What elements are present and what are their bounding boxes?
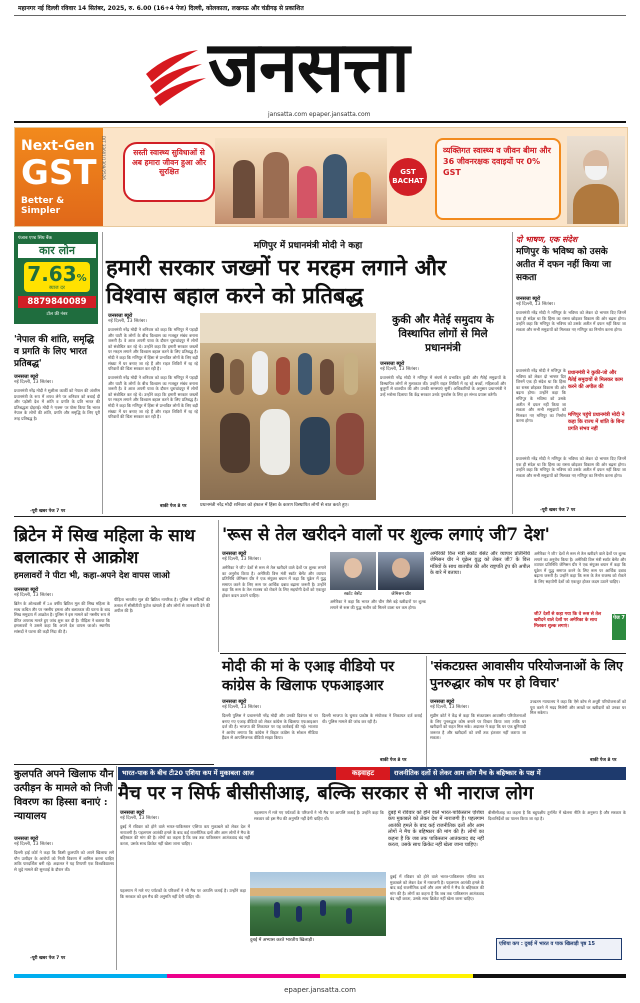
- gst-sub: Better & Simpler: [21, 196, 65, 216]
- lead-dateline: नई दिल्ली, 13 सितंबर।: [108, 319, 147, 324]
- gst-slogan-box: [123, 142, 215, 202]
- lead-side-headline[interactable]: कुकी और मैतेई समुदाय के विस्थापित लोगों से मिले प्रधानमंत्री: [392, 314, 494, 354]
- kulpati-headline[interactable]: कुलपति अपने खिलाफ यौन उत्पीड़न के मामले को निजी विवरण का हिस्सा बनाएं : न्यायालय: [14, 769, 114, 822]
- nepal-more[interactable]: -पूरी खबर पेज 7 पर: [30, 509, 66, 514]
- gst-offer-box: [435, 138, 561, 220]
- housing-headline[interactable]: 'संकटग्रस्त आवासीय परियोजनाओं के लिए पुनरुद्धार कोष पर हो विचार': [430, 658, 623, 690]
- housing-byline: जनसत्ता ब्यूरो: [430, 699, 455, 705]
- modi-ai-body: दिल्ली पुलिस ने प्रधानमंत्री नरेंद्र मोदी और उनकी दिवंगत मां पर बनाए गए एआइ वीडियो को लेकर कांग्रेस के खिलाफ एफआइआर दर्ज की है। भाजपा की शिकायत पर यह कार्रवाई की गई। भाजपा ने आरोप लगाया कि कांग्रेस ने बिहार कांग्रेस के सोशल मीडिया हैंडल से आपत्तिजनक वीडियो साझा किया।: [222, 713, 318, 741]
- loan-rate-label: ब्याज दर: [49, 285, 65, 291]
- russia-headline[interactable]: 'रूस से तेल खरीदने वालों पर शुल्क लगाएं जी7 देश': [222, 525, 550, 545]
- kulpati-dateline: नई दिल्ली, 13 सितंबर।: [14, 842, 53, 847]
- modi-ai-headline[interactable]: मोदी की मां के एआइ वीडियो पर कांग्रेस के खिलाफ एफआइआर: [222, 658, 395, 694]
- lead-side-dateline: नई दिल्ली, 13 सितंबर।: [380, 367, 419, 372]
- kulpati-body: दिल्ली हाई कोर्ट ने कहा कि किसी कुलपति को अपने खिलाफ लगे यौन उत्पीड़न के आरोपों को निजी विवरण में शामिल करना चाहिए ताकि पारदर्शिता बनी रहे। अदालत ने यह टिप्पणी एक विश्वविद्यालय से जुड़े मामले की सुनवाई के दौरान की।: [14, 850, 114, 872]
- right-quote-2: मणिपुर पहुंचे प्रधानमंत्री मोदी ने कहा कि राज्य में शांति के बिना प्रगति संभव नहीं: [568, 412, 625, 432]
- cricket-bar-left[interactable]: भारत-पाक के बीच टी20 एशिया कप में मुकाबला आज: [122, 769, 254, 777]
- masthead-logo[interactable]: [140, 22, 500, 112]
- pm-portrait: [567, 136, 625, 224]
- right-dateline: नई दिल्ली, 13 सितंबर।: [516, 302, 555, 307]
- match-dateline: नई दिल्ली, 13 सितंबर।: [120, 816, 159, 821]
- russia-boxnote: जी7 देशों से कहा गया कि वे रूस से तेल खरीदने वाले देशों पर अमेरिका के साथ मिलकर शुल्क लगाएं।: [534, 612, 602, 629]
- right-quote-1: प्रधानमंत्री ने कुकी-जो और मैतेई समुदायों से मिलकर काम करने की अपील की: [568, 370, 623, 390]
- footer-color-bar: [14, 974, 626, 978]
- masthead-title: जनसत्ता: [208, 26, 409, 108]
- match-box[interactable]: एशिया कप : दुबई में भारत व पाक खिलाड़ी पृष्ठ 15: [496, 938, 622, 960]
- housing-body: सुप्रीम कोर्ट ने केंद्र से कहा कि संकटग्रस्त आवासीय परियोजनाओं के लिए पुनरुद्धार कोष बनाने पर विचार किया जाए ताकि घर खरीदारों को राहत मिल सके। अदालत ने कहा कि घर एक बुनियादी जरूरत है और खरीदारों को वर्षों तक इंतजार नहीं कराया जा सकता।: [430, 713, 526, 741]
- nepal-dateline: नई दिल्ली, 13 सितंबर।: [14, 380, 53, 385]
- lead-side-body: प्रधानमंत्री नरेंद्र मोदी ने मणिपुर में संघर्ष से प्रभावित कुकी और मैतेई समुदायों के विस्थापित लोगों से मुलाकात की। उन्होंने राहत शिविरों में रह रहे बच्चों, महिलाओं और बुजुर्गों से बातचीत की और उनकी समस्याएं सुनीं। अधिकारियों के अनुसार प्रधानमंत्री ने उन्हें भरोसा दिलाया कि केंद्र सरकार उनके पुनर्वास के लिए हर संभव प्रयास करेगी।: [380, 375, 506, 397]
- russia-byline: जनसत्ता ब्यूरो: [222, 551, 247, 557]
- match-photo-caption: दुबई में अभ्यास करते भारतीय खिलाड़ी।: [250, 938, 314, 943]
- loan-rate: 7.63: [27, 262, 77, 286]
- russia-page-badge[interactable]: पेज 7: [612, 614, 626, 640]
- right-kicker: दो भाषण, एक संदेश: [516, 234, 578, 244]
- car-loan-ad[interactable]: [14, 232, 98, 324]
- match-body: दुबई में रविवार को होने वाले भारत-पाकिस्तान एशिया कप मुकाबले को लेकर देश में नाराजगी है। पहलगाम आतंकी हमले के बाद कई राजनीतिक दलों और आम लोगों ने मैच के बहिष्कार की मांग की है। लोगों का कहना है कि जब तक पाकिस्तान आतंकवाद बंद नहीं करता, उसके साथ क्रिकेट नहीं खेला जाना चाहिए।: [120, 824, 250, 846]
- kulpati-more[interactable]: -पूरी खबर पेज 7 पर: [30, 956, 66, 961]
- kulpati-byline: जनसत्ता ब्यूरो: [14, 836, 39, 842]
- match-headline[interactable]: मैच पर न सिर्फ बीसीसीआइ, बल्कि सरकार से भी नाराज लोग: [118, 783, 534, 804]
- housing-dateline: नई दिल्ली, 13 सितंबर।: [430, 705, 469, 710]
- right-body-2: प्रधानमंत्री नरेंद्र मोदी ने मणिपुर के भविष्य को लेकर दो भाषण दिए जिनमें एक ही संदेश था कि हिंसा का रास्ता छोड़कर विकास की ओर बढ़ना होगा। उन्होंने कहा कि मणिपुर के भविष्य को उसके अतीत में दफन नहीं किया जा सकता और सभी समुदायों को मिलकर नए मणिपुर का निर्माण करना होगा।: [516, 368, 566, 424]
- lead-body: प्रधानमंत्री नरेंद्र मोदी ने शनिवार को कहा कि मणिपुर में पहाड़ी और घाटी के लोगों के बीच विश्वास का मजबूत संबंध बनाना जरूरी है। वे आज अपनी यात्रा के दौरान चुराचांदपुर में लोगों को संबोधित कर रहे थे। उन्होंने कहा कि हमारी सरकार जख्मों पर मरहम लगाने और विश्वास बहाल करने के लिए प्रतिबद्ध है। मोदी ने कहा कि मणिपुर में हिंसा से प्रभावित लोगों के लिए बड़ी संख्या में घर बनाए जा रहे हैं और राहत शिविरों में रह रहे परिवारों की चिंता सरकार कर रही है।: [108, 327, 198, 372]
- right-more[interactable]: -पूरी खबर पेज 7 पर: [540, 508, 576, 513]
- match-body-3: दुबई में रविवार को होने वाले भारत-पाकिस्तान एशिया कप मुकाबले को लेकर देश में नाराजगी है। पहलगाम आतंकी हमले के बाद कई राजनीतिक दलों और आम लोगों ने मैच के बहिष्कार की मांग की है। लोगों का कहना है कि जब तक पाकिस्तान आतंकवाद बंद नहीं करता, उसके साथ क्रिकेट नहीं खेला जाना चाहिए।: [388, 810, 484, 849]
- modi-ai-more[interactable]: बाकी पेज 8 पर: [380, 758, 407, 763]
- loan-rate-box: [24, 262, 90, 292]
- loan-phone[interactable]: 8879840089: [18, 296, 96, 308]
- match-body-2: पहलगाम में मारे गए पर्यटकों के परिजनों ने भी मैच पर आपत्ति जताई है। उन्होंने कहा कि सरकार को इस मैच की अनुमति नहीं देनी चाहिए थी।: [254, 810, 384, 821]
- cricket-bar-mid: कड़वाहट: [336, 767, 390, 780]
- gst-offer: व्यक्तिगत स्वास्थ्य व जीवन बीमा और 36 जीवनरक्षक दवाइयों पर 0% GST: [443, 146, 551, 177]
- nepal-headline[interactable]: 'नेपाल की शांति, समृद्धि व प्रगति के लिए भारत प्रतिबद्ध': [14, 335, 94, 369]
- lead-side-byline: जनसत्ता ब्यूरो: [380, 361, 405, 367]
- modi-ai-body-2: दिल्ली भाजपा के चुनाव प्रकोष्ठ के संयोजक ने शिकायत दर्ज कराई थी। पुलिस मामले की जांच कर रही है।: [322, 713, 422, 724]
- bessent-caption: स्कॉट बेसेंट: [344, 592, 362, 597]
- lead-byline: जनसत्ता ब्यूरो: [108, 313, 133, 319]
- match-byline: जनसत्ता ब्यूरो: [120, 810, 145, 816]
- gst-panel: [15, 128, 103, 226]
- gst-ad-banner[interactable]: [14, 127, 628, 227]
- housing-side-body: उच्चतम न्यायालय ने कहा कि ऐसे कोष से अधूरी परियोजनाओं को पूरा करने में मदद मिलेगी और लाखों घर खरीदारों को उनका घर मिल सकेगा।: [530, 699, 626, 716]
- right-headline[interactable]: मणिपुर के भविष्य को उसके अतीत में दफन नहीं किया जा सकता: [516, 247, 612, 283]
- lead-more[interactable]: बाकी पेज 8 पर: [160, 504, 187, 509]
- family-photo: [215, 138, 387, 224]
- match-body-5: पहलगाम में मारे गए पर्यटकों के परिजनों ने भी मैच पर आपत्ति जताई है। उन्होंने कहा कि सरकार को इस मैच की अनुमति नहीं देनी चाहिए थी।: [120, 888, 246, 899]
- bessent-photo: [330, 552, 376, 590]
- right-body-3: प्रधानमंत्री नरेंद्र मोदी ने मणिपुर के भविष्य को लेकर दो भाषण दिए जिनमें एक ही संदेश था कि हिंसा का रास्ता छोड़कर विकास की ओर बढ़ना होगा। उन्होंने कहा कि मणिपुर के भविष्य को उसके अतीत में दफन नहीं किया जा सकता और सभी समुदायों को मिलकर नए मणिपुर का निर्माण करना होगा।: [516, 456, 626, 478]
- cricket-bar-right[interactable]: राजनीतिक दलों से लेकर आम लोग मैच के बहिष्कार के पक्ष में: [394, 769, 541, 777]
- nepal-body: प्रधानमंत्री नरेंद्र मोदी ने सुशीला कार्की को नेपाल की अंतरिम प्रधानमंत्री के रूप में शपथ लेने पर शनिवार को बधाई दी और पड़ोसी देश में शांति व प्रगति के प्रति भारत की प्रतिबद्धता दोहराई। मोदी ने 'एक्स' पर पोस्ट किया कि भारत नेपाल के लोगों की शांति, प्रगति और समृद्धि के लिए पूरी तरह प्रतिबद्ध है।: [14, 388, 100, 421]
- britain-subhead: हमलावरों ने पीटा भी, कहा-अपने देश वापस जाओ: [14, 571, 170, 581]
- russia-side-body: अमेरिकी वित्त मंत्री स्कॉट बेसेंट और व्यापार प्रतिनिधि जेमिसन ग्रीर ने यूक्रेन युद्ध को लेकर जी7 के वित्त मंत्रियों के साथ बातचीत की और राष्ट्रपति ट्रंप की अपील के बारे में बताया।: [430, 551, 530, 577]
- gst-bachat-badge: GST BACHAT: [389, 158, 427, 196]
- britain-byline: जनसत्ता ब्यूरो: [14, 587, 39, 593]
- footer-site[interactable]: epaper.jansatta.com: [284, 986, 356, 994]
- nepal-byline: जनसत्ता ब्यूरो: [14, 374, 39, 380]
- match-body-6: दुबई में रविवार को होने वाले भारत-पाकिस्तान एशिया कप मुकाबले को लेकर देश में नाराजगी है। पहलगाम आतंकी हमले के बाद कई राजनीतिक दलों और आम लोगों ने मैच के बहिष्कार की मांग की है। लोगों का कहना है कि जब तक पाकिस्तान आतंकवाद बंद नहीं करता, उसके साथ क्रिकेट नहीं खेला जाना चाहिए।: [390, 874, 484, 902]
- gst-big: GST: [21, 153, 97, 193]
- lead-body-continued: प्रधानमंत्री नरेंद्र मोदी ने शनिवार को कहा कि मणिपुर में पहाड़ी और घाटी के लोगों के बीच विश्वास का मजबूत संबंध बनाना जरूरी है। वे आज अपनी यात्रा के दौरान चुराचांदपुर में लोगों को संबोधित कर रहे थे। उन्होंने कहा कि हमारी सरकार जख्मों पर मरहम लगाने और विश्वास बहाल करने के लिए प्रतिबद्ध है। मोदी ने कहा कि मणिपुर में हिंसा से प्रभावित लोगों के लिए बड़ी संख्या में घर बनाए जा रहे हैं और राहत शिविरों में रह रहे परिवारों की चिंता सरकार कर रही है।: [108, 375, 198, 420]
- britain-body: ब्रिटेन के ओल्डबरी में 20 वर्षीय ब्रिटिश मूल की सिख महिला के साथ कथित तौर पर नस्लीय हमला और बलात्कार की घटना के बाद सिख समुदाय में आक्रोश है। पुलिस ने इस मामले को नस्लीय रूप से प्रेरित अपराध मानते हुए जांच शुरू कर दी है। पीड़िता ने बताया कि हमलावरों ने उससे कहा कि अपने देश वापस जाओ। स्थानीय सांसदों ने घटना की कड़ी निंदा की है।: [14, 601, 110, 634]
- russia-dateline: नई दिल्ली, 13 सितंबर।: [222, 557, 261, 562]
- britain-dateline: नई दिल्ली, 13 सितंबर।: [14, 593, 53, 598]
- gst-slogan: सस्ती स्वास्थ्य सुविधाओं से अब हमारा जीवन हुआ और सुरक्षित: [131, 148, 207, 176]
- masthead-sites[interactable]: jansatta.com epaper.jansatta.com: [268, 111, 371, 118]
- russia-body: अमेरिका ने जी7 देशों से रूस से तेल खरीदने वाले देशों पर शुल्क लगाने का अनुरोध किया है। अमेरिकी वित्त मंत्री स्कॉट बेसेंट और व्यापार प्रतिनिधि जेमिसन ग्रीर ने एक संयुक्त बयान में कहा कि यूक्रेन में युद्ध समाप्त करने के लिए रूस पर आर्थिक दबाव बढ़ाना जरूरी है। उन्होंने कहा कि रूस के तेल राजस्व को रोकने के लिए सहयोगी देशों को एकजुट होकर कदम उठाने चाहिए।: [222, 565, 326, 598]
- gst-side-label: DIT 33601/1309/2526: [101, 136, 106, 180]
- britain-side-body: पीड़िता भारतीय मूल की ब्रिटिश नागरिक है। पुलिस ने संदिग्धों की तलाश में सीसीटीवी फुटेज खंगाले हैं और लोगों से जानकारी देने की अपील की है।: [114, 597, 210, 614]
- lead-kicker: मणिपुर में प्रधानमंत्री मोदी ने कहा: [253, 241, 363, 251]
- russia-body-3: अमेरिका ने जी7 देशों से रूस से तेल खरीदने वाले देशों पर शुल्क लगाने का अनुरोध किया है। अमेरिकी वित्त मंत्री स्कॉट बेसेंट और व्यापार प्रतिनिधि जेमिसन ग्रीर ने एक संयुक्त बयान में कहा कि यूक्रेन में युद्ध समाप्त करने के लिए रूस पर आर्थिक दबाव बढ़ाना जरूरी है। उन्होंने कहा कि रूस के तेल राजस्व को रोकने के लिए सहयोगी देशों को एकजुट होकर कदम उठाने चाहिए।: [534, 551, 626, 584]
- masthead-dateline: महानगर नई दिल्ली रविवार 14 सितंबर, 2025, रु. 6.00 (16+4 पेज) दिल्ली, कोलकाता, लखनऊ और चंडीगढ़ से प्रकाशित: [18, 5, 304, 12]
- modi-ai-dateline: नई दिल्ली, 13 सितंबर।: [222, 705, 261, 710]
- loan-product: कार लोन: [18, 244, 96, 258]
- loan-sub: टोल फ्री नंबर: [46, 312, 68, 317]
- bank-name: पंजाब एण्ड सिंध बैंक: [18, 236, 52, 241]
- britain-headline[interactable]: ब्रिटेन में सिख महिला के साथ बलात्कार से आक्रोश: [14, 526, 196, 568]
- gst-title: Next-Gen: [21, 138, 95, 154]
- modi-ai-byline: जनसत्ता ब्यूरो: [222, 699, 247, 705]
- russia-body-2: अमेरिका ने कहा कि भारत और चीन जैसे बड़े खरीदारों पर शुल्क लगाने से रूस की युद्ध मशीन को मिलने वाला धन कम होगा।: [330, 599, 426, 610]
- lead-photo: [200, 313, 376, 500]
- right-body: प्रधानमंत्री नरेंद्र मोदी ने मणिपुर के भविष्य को लेकर दो भाषण दिए जिनमें एक ही संदेश था कि हिंसा का रास्ता छोड़कर विकास की ओर बढ़ना होगा। उन्होंने कहा कि मणिपुर के भविष्य को उसके अतीत में दफन नहीं किया जा सकता और सभी समुदायों को मिलकर नए मणिपुर का निर्माण करना होगा।: [516, 310, 626, 332]
- match-photo: [250, 872, 386, 936]
- housing-more[interactable]: बाकी पेज 8 पर: [590, 758, 617, 763]
- lead-headline[interactable]: हमारी सरकार जख्मों पर मरहम लगाने और विश्वास बहाल करने को प्रतिबद्ध: [106, 255, 447, 309]
- greer-photo: [378, 552, 424, 590]
- match-body-4: बीसीसीआइ का कहना है कि बहुपक्षीय टूर्नामेंट में खेलना नीति के अनुरूप है और सरकार के दिशानिर्देशों का पालन किया जा रहा है।: [488, 810, 626, 821]
- lead-photo-caption: प्रधानमंत्री नरेंद्र मोदी शनिवार को इंफाल में हिंसा के कारण विस्थापित लोगों से बात करते हुए।: [200, 503, 349, 508]
- loan-rate-unit: %: [76, 273, 87, 284]
- right-byline: जनसत्ता ब्यूरो: [516, 296, 541, 302]
- greer-caption: जेमिसन ग्रीर: [391, 592, 411, 597]
